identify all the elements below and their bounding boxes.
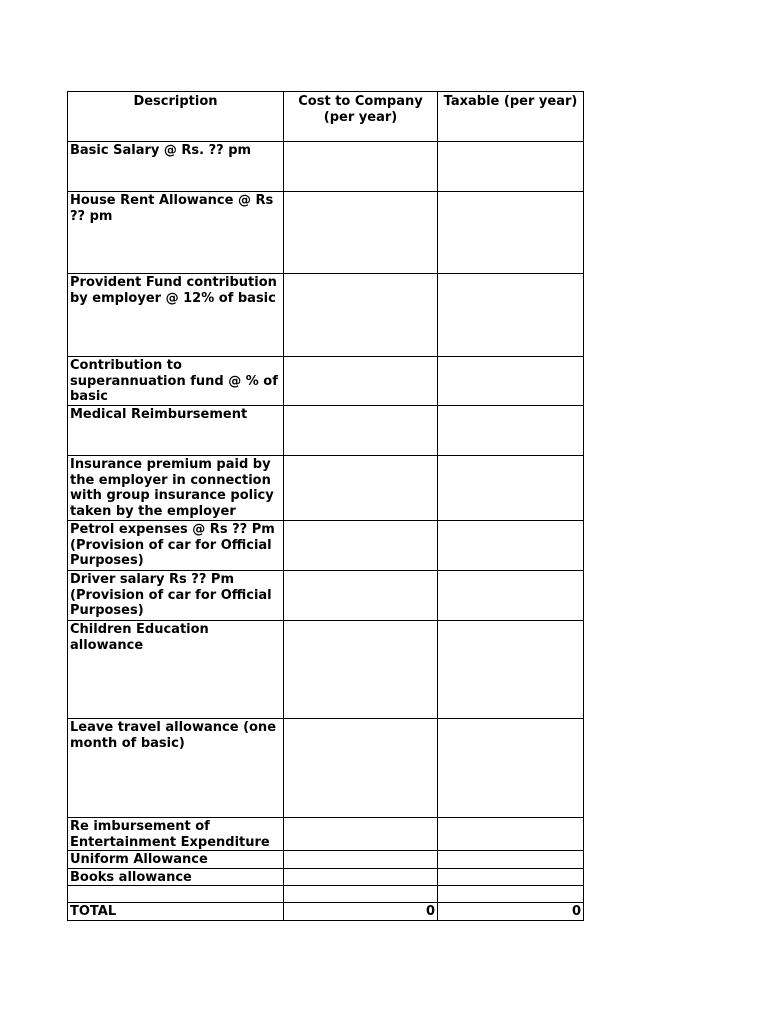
row-description: Uniform Allowance: [68, 851, 284, 869]
row-cost: [284, 357, 438, 406]
header-row: [68, 92, 584, 142]
row-cost: [284, 868, 438, 886]
row-description: Driver salary Rs ?? Pm (Provision of car for Official Purposes): [68, 571, 284, 621]
total-cost: 0: [284, 903, 438, 921]
row-cost: [284, 142, 438, 192]
row-taxable: [438, 886, 584, 903]
row-taxable: [438, 818, 584, 851]
row-description: Children Education allowance: [68, 621, 284, 719]
row-cost: [284, 406, 438, 456]
row-taxable: [438, 868, 584, 886]
table-row: [68, 406, 584, 456]
row-cost: [284, 818, 438, 851]
row-taxable: [438, 521, 584, 571]
table-row: [68, 851, 584, 869]
row-description: [68, 886, 284, 903]
table-row: [68, 621, 584, 719]
row-description: Re imbursement of Entertainment Expenditure: [68, 818, 284, 851]
table-row: [68, 719, 584, 818]
row-taxable: [438, 456, 584, 521]
row-taxable: [438, 142, 584, 192]
header-cost-to-company: Cost to Company (per year): [284, 92, 438, 142]
table-row: [68, 142, 584, 192]
table-row: [68, 274, 584, 357]
row-description: Contribution to superannuation fund @ % of basic: [68, 357, 284, 406]
header-description: Description: [68, 92, 284, 142]
row-cost: [284, 274, 438, 357]
row-taxable: [438, 851, 584, 869]
row-cost: [284, 571, 438, 621]
row-description: Provident Fund contribution by employer @ 12% of basic: [68, 274, 284, 357]
row-taxable: [438, 192, 584, 274]
table-row: [68, 521, 584, 571]
total-row: [68, 903, 584, 921]
row-cost: [284, 886, 438, 903]
row-taxable: [438, 274, 584, 357]
row-taxable: [438, 719, 584, 818]
row-cost: [284, 719, 438, 818]
table-row: [68, 571, 584, 621]
row-cost: [284, 521, 438, 571]
row-cost: [284, 851, 438, 869]
row-description: Insurance premium paid by the employer in connection with group insurance policy taken by the employer: [68, 456, 284, 521]
row-description: House Rent Allowance @ Rs ?? pm: [68, 192, 284, 274]
row-description: Books allowance: [68, 868, 284, 886]
row-cost: [284, 621, 438, 719]
ctc-table: [67, 91, 584, 921]
row-taxable: [438, 357, 584, 406]
table-row: [68, 868, 584, 886]
row-taxable: [438, 621, 584, 719]
row-description: Petrol expenses @ Rs ?? Pm (Provision of car for Official Purposes): [68, 521, 284, 571]
row-taxable: [438, 406, 584, 456]
total-taxable: 0: [438, 903, 584, 921]
table-row: [68, 886, 584, 903]
row-description: Basic Salary @ Rs. ?? pm: [68, 142, 284, 192]
table-row: [68, 192, 584, 274]
row-cost: [284, 456, 438, 521]
table-row: [68, 818, 584, 851]
table-row: [68, 357, 584, 406]
table-row: [68, 456, 584, 521]
header-taxable: Taxable (per year): [438, 92, 584, 142]
row-cost: [284, 192, 438, 274]
total-label: TOTAL: [68, 903, 284, 921]
row-description: Medical Reimbursement: [68, 406, 284, 456]
row-taxable: [438, 571, 584, 621]
row-description: Leave travel allowance (one month of basic): [68, 719, 284, 818]
